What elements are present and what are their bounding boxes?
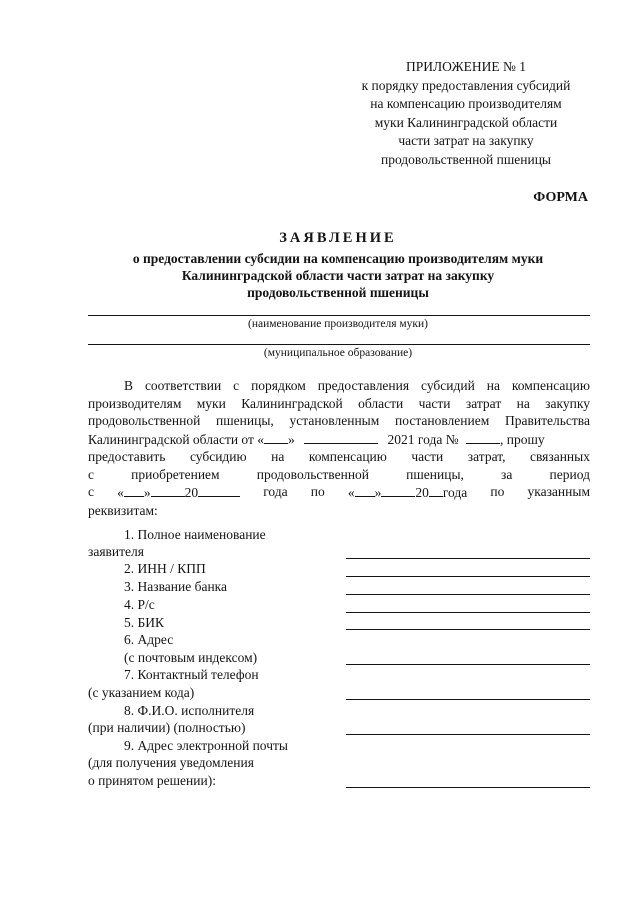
word: производителям xyxy=(88,395,182,411)
account-line[interactable] xyxy=(346,612,590,613)
word: области xyxy=(358,395,404,411)
century-prefix: 20 xyxy=(415,485,429,500)
field-label-email-decision: о принятом решении): xyxy=(88,773,216,788)
word: компенсацию xyxy=(511,378,590,393)
period-end-month-blank[interactable] xyxy=(381,483,415,497)
field-label-postal-index: (с почтовым индексом) xyxy=(124,650,258,665)
body-line-2 xyxy=(88,395,590,413)
bank-name-line[interactable] xyxy=(346,594,590,595)
decree-month-blank[interactable] xyxy=(304,430,378,444)
word: на xyxy=(516,395,530,411)
word: соответствии xyxy=(144,378,222,393)
word: субсидий xyxy=(421,378,475,393)
quote-open: « xyxy=(117,485,124,500)
word: субсидию xyxy=(189,449,247,464)
email-line[interactable] xyxy=(346,787,590,788)
field-label-bik: 5. БИК xyxy=(124,615,165,630)
period-start-day-blank[interactable] xyxy=(124,483,144,497)
word: с xyxy=(88,484,94,499)
body-line-3 xyxy=(88,412,590,430)
word: года xyxy=(442,485,468,500)
period-start-month-blank[interactable] xyxy=(151,483,185,497)
word: года xyxy=(263,484,288,499)
body-line-6 xyxy=(88,466,590,484)
decree-day-blank[interactable] xyxy=(264,430,288,444)
quote-close: » xyxy=(288,431,295,447)
period-end-day-blank[interactable] xyxy=(355,483,375,497)
word: муки xyxy=(196,395,226,411)
field-label-bank-name: 3. Название банка xyxy=(124,579,228,594)
decree-year-number: 2021 года № xyxy=(387,431,459,447)
word: пшеницы, xyxy=(406,466,464,482)
word: предоставления xyxy=(317,378,410,393)
municipality-line[interactable] xyxy=(88,344,590,345)
word: предоставить xyxy=(88,449,166,464)
field-label-applicant: заявителя xyxy=(88,544,144,559)
word: связанных xyxy=(529,449,590,464)
word: установленным xyxy=(289,413,380,428)
word: компенсацию xyxy=(308,449,387,464)
producer-name-line[interactable] xyxy=(88,315,590,316)
word: Калининградской xyxy=(241,395,343,411)
word: продовольственной xyxy=(88,413,201,428)
phone-line[interactable] xyxy=(346,699,590,700)
period-end-year-blank[interactable] xyxy=(429,483,443,497)
subtitle-line: продовольственной пшеницы xyxy=(247,285,429,300)
form-label: ФОРМА xyxy=(533,190,588,205)
body-line-1 xyxy=(88,377,590,395)
bik-line[interactable] xyxy=(346,629,590,630)
subtitle-line: о предоставлении субсидии на компенсацию производителям муки xyxy=(132,251,544,266)
appendix-line: к порядку предоставления субсидий xyxy=(361,77,571,93)
subtitle-line: Калининградской области части затрат на закупку xyxy=(181,268,495,283)
decree-date-prefix: Калининградской области от « xyxy=(88,431,265,447)
word: части xyxy=(418,395,451,411)
appendix-number: ПРИЛОЖЕНИЕ № 1 xyxy=(405,59,527,74)
word: за xyxy=(501,466,513,482)
word: затрат, xyxy=(467,449,506,464)
word: на xyxy=(271,449,285,464)
quote-close: » xyxy=(374,485,382,500)
inn-kpp-line[interactable] xyxy=(346,576,590,577)
word: Правительства xyxy=(505,413,590,428)
field-label-executor-full: (при наличии) (полностью) xyxy=(88,720,246,735)
field-label-phone-code: (с указанием кода) xyxy=(88,685,195,700)
quote-open: « xyxy=(347,485,355,500)
document-subtitle xyxy=(95,250,581,301)
word: с xyxy=(88,466,94,482)
field-label-email-purpose: (для получения уведомления xyxy=(88,755,254,770)
word: период xyxy=(549,466,590,482)
word: с xyxy=(233,378,240,393)
body-line-4 xyxy=(88,430,590,449)
municipality-caption: (муниципальное образование) xyxy=(263,347,413,359)
application-body xyxy=(88,377,590,519)
appendix-line: продовольственной пшеницы xyxy=(380,151,552,167)
request-word: , прошу xyxy=(499,431,545,447)
field-label-phone: 7. Контактный телефон xyxy=(124,667,259,682)
word: порядком xyxy=(251,378,306,393)
decree-number-blank[interactable] xyxy=(466,430,500,444)
executor-line[interactable] xyxy=(346,734,590,735)
field-label-email: 9. Адрес электронной почты xyxy=(124,738,288,753)
word: закупку xyxy=(545,395,590,411)
field-label-account: 4. Р/с xyxy=(124,597,155,612)
word: затрат xyxy=(465,395,502,411)
appendix-line: части затрат на закупку xyxy=(398,133,534,148)
word: продовольственной xyxy=(256,466,370,482)
body-line-8: реквизитам: xyxy=(88,502,158,518)
word: указанным xyxy=(527,484,590,499)
producer-name-caption: (наименование производителя муки) xyxy=(248,318,428,330)
field-label-full-name: 1. Полное наименование xyxy=(124,527,266,542)
body-line-5 xyxy=(88,448,590,466)
word: по xyxy=(310,484,325,499)
word: части xyxy=(411,449,444,464)
address-line[interactable] xyxy=(346,664,590,665)
field-label-inn-kpp: 2. ИНН / КПП xyxy=(124,561,206,576)
period-start-year-blank[interactable] xyxy=(198,483,240,497)
word: В xyxy=(124,378,134,393)
field-label-address: 6. Адрес xyxy=(124,632,174,647)
century-prefix: 20 xyxy=(184,485,199,500)
field-label-executor: 8. Ф.И.О. исполнителя xyxy=(124,703,255,718)
quote-close: » xyxy=(143,485,151,500)
word: на xyxy=(486,378,500,393)
body-line-7-period xyxy=(88,483,590,502)
word: постановлением xyxy=(395,413,490,428)
appendix-line: муки Калининградской области xyxy=(374,114,558,130)
applicant-name-line[interactable] xyxy=(346,558,590,559)
word: по xyxy=(490,484,505,499)
appendix-header xyxy=(330,58,602,169)
appendix-line: на компенсацию производителям xyxy=(370,96,562,111)
word: приобретением xyxy=(131,466,220,482)
document-title: ЗАЯВЛЕНИЕ xyxy=(279,230,397,246)
word: пшеницы, xyxy=(216,413,274,428)
